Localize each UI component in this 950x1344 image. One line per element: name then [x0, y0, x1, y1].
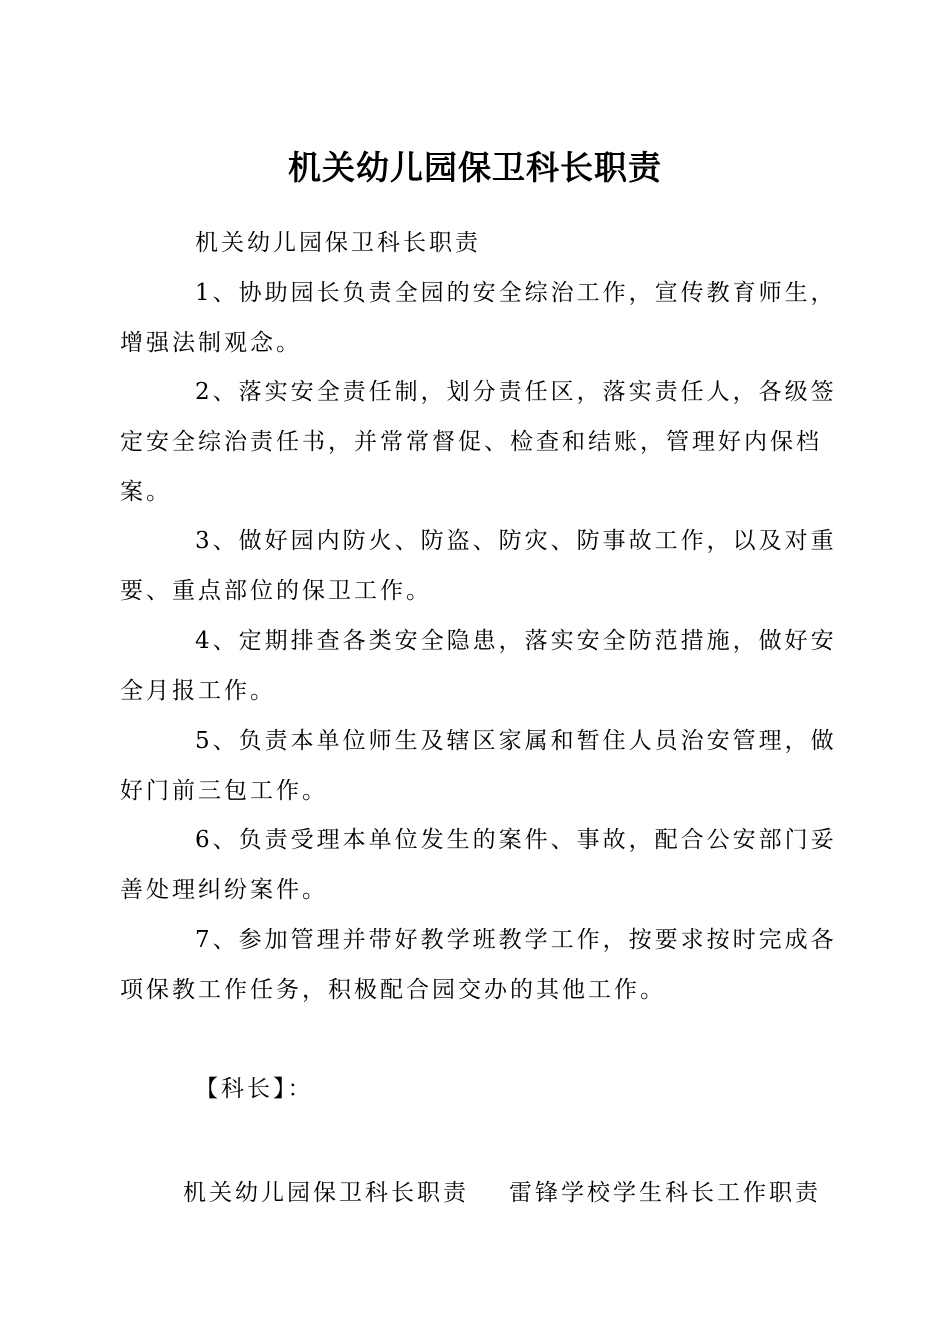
duty-item-6: 6、负责受理本单位发生的案件、事故，配合公安部门妥善处理纠纷案件。: [120, 827, 837, 903]
related-link-1[interactable]: 机关幼儿园保卫科长职责: [183, 1180, 469, 1206]
related-links: [183, 1168, 821, 1218]
duty-item-7: 7、参加管理并带好教学班教学工作，按要求按时完成各项保教工作任务，积极配合园交办的其他工作。: [120, 927, 837, 1003]
section-tag: 【科长】：: [195, 1076, 314, 1102]
duty-item-5: 5、负责本单位师生及辖区家属和暂住人员治安管理，做好门前三包工作。: [120, 728, 837, 804]
document-subtitle: 机关幼儿园保卫科长职责: [195, 230, 481, 256]
duty-item-1: 1、协助园长负责全园的安全综治工作，宣传教育师生，增强法制观念。: [120, 280, 837, 356]
document-title: 机关幼儿园保卫科长职责: [288, 148, 662, 187]
duty-item-2: 2、落实安全责任制，划分责任区，落实责任人，各级签定安全综治责任书，并常常督促、检查和结账，管理好内保档案。: [120, 379, 837, 505]
duty-item-4: 4、定期排查各类安全隐患，落实安全防范措施，做好安全月报工作。: [120, 628, 837, 704]
duty-item-3: 3、做好园内防火、防盗、防灾、防事故工作，以及对重要、重点部位的保卫工作。: [120, 528, 837, 604]
related-link-2[interactable]: 雷锋学校学生科长工作职责: [509, 1180, 821, 1206]
